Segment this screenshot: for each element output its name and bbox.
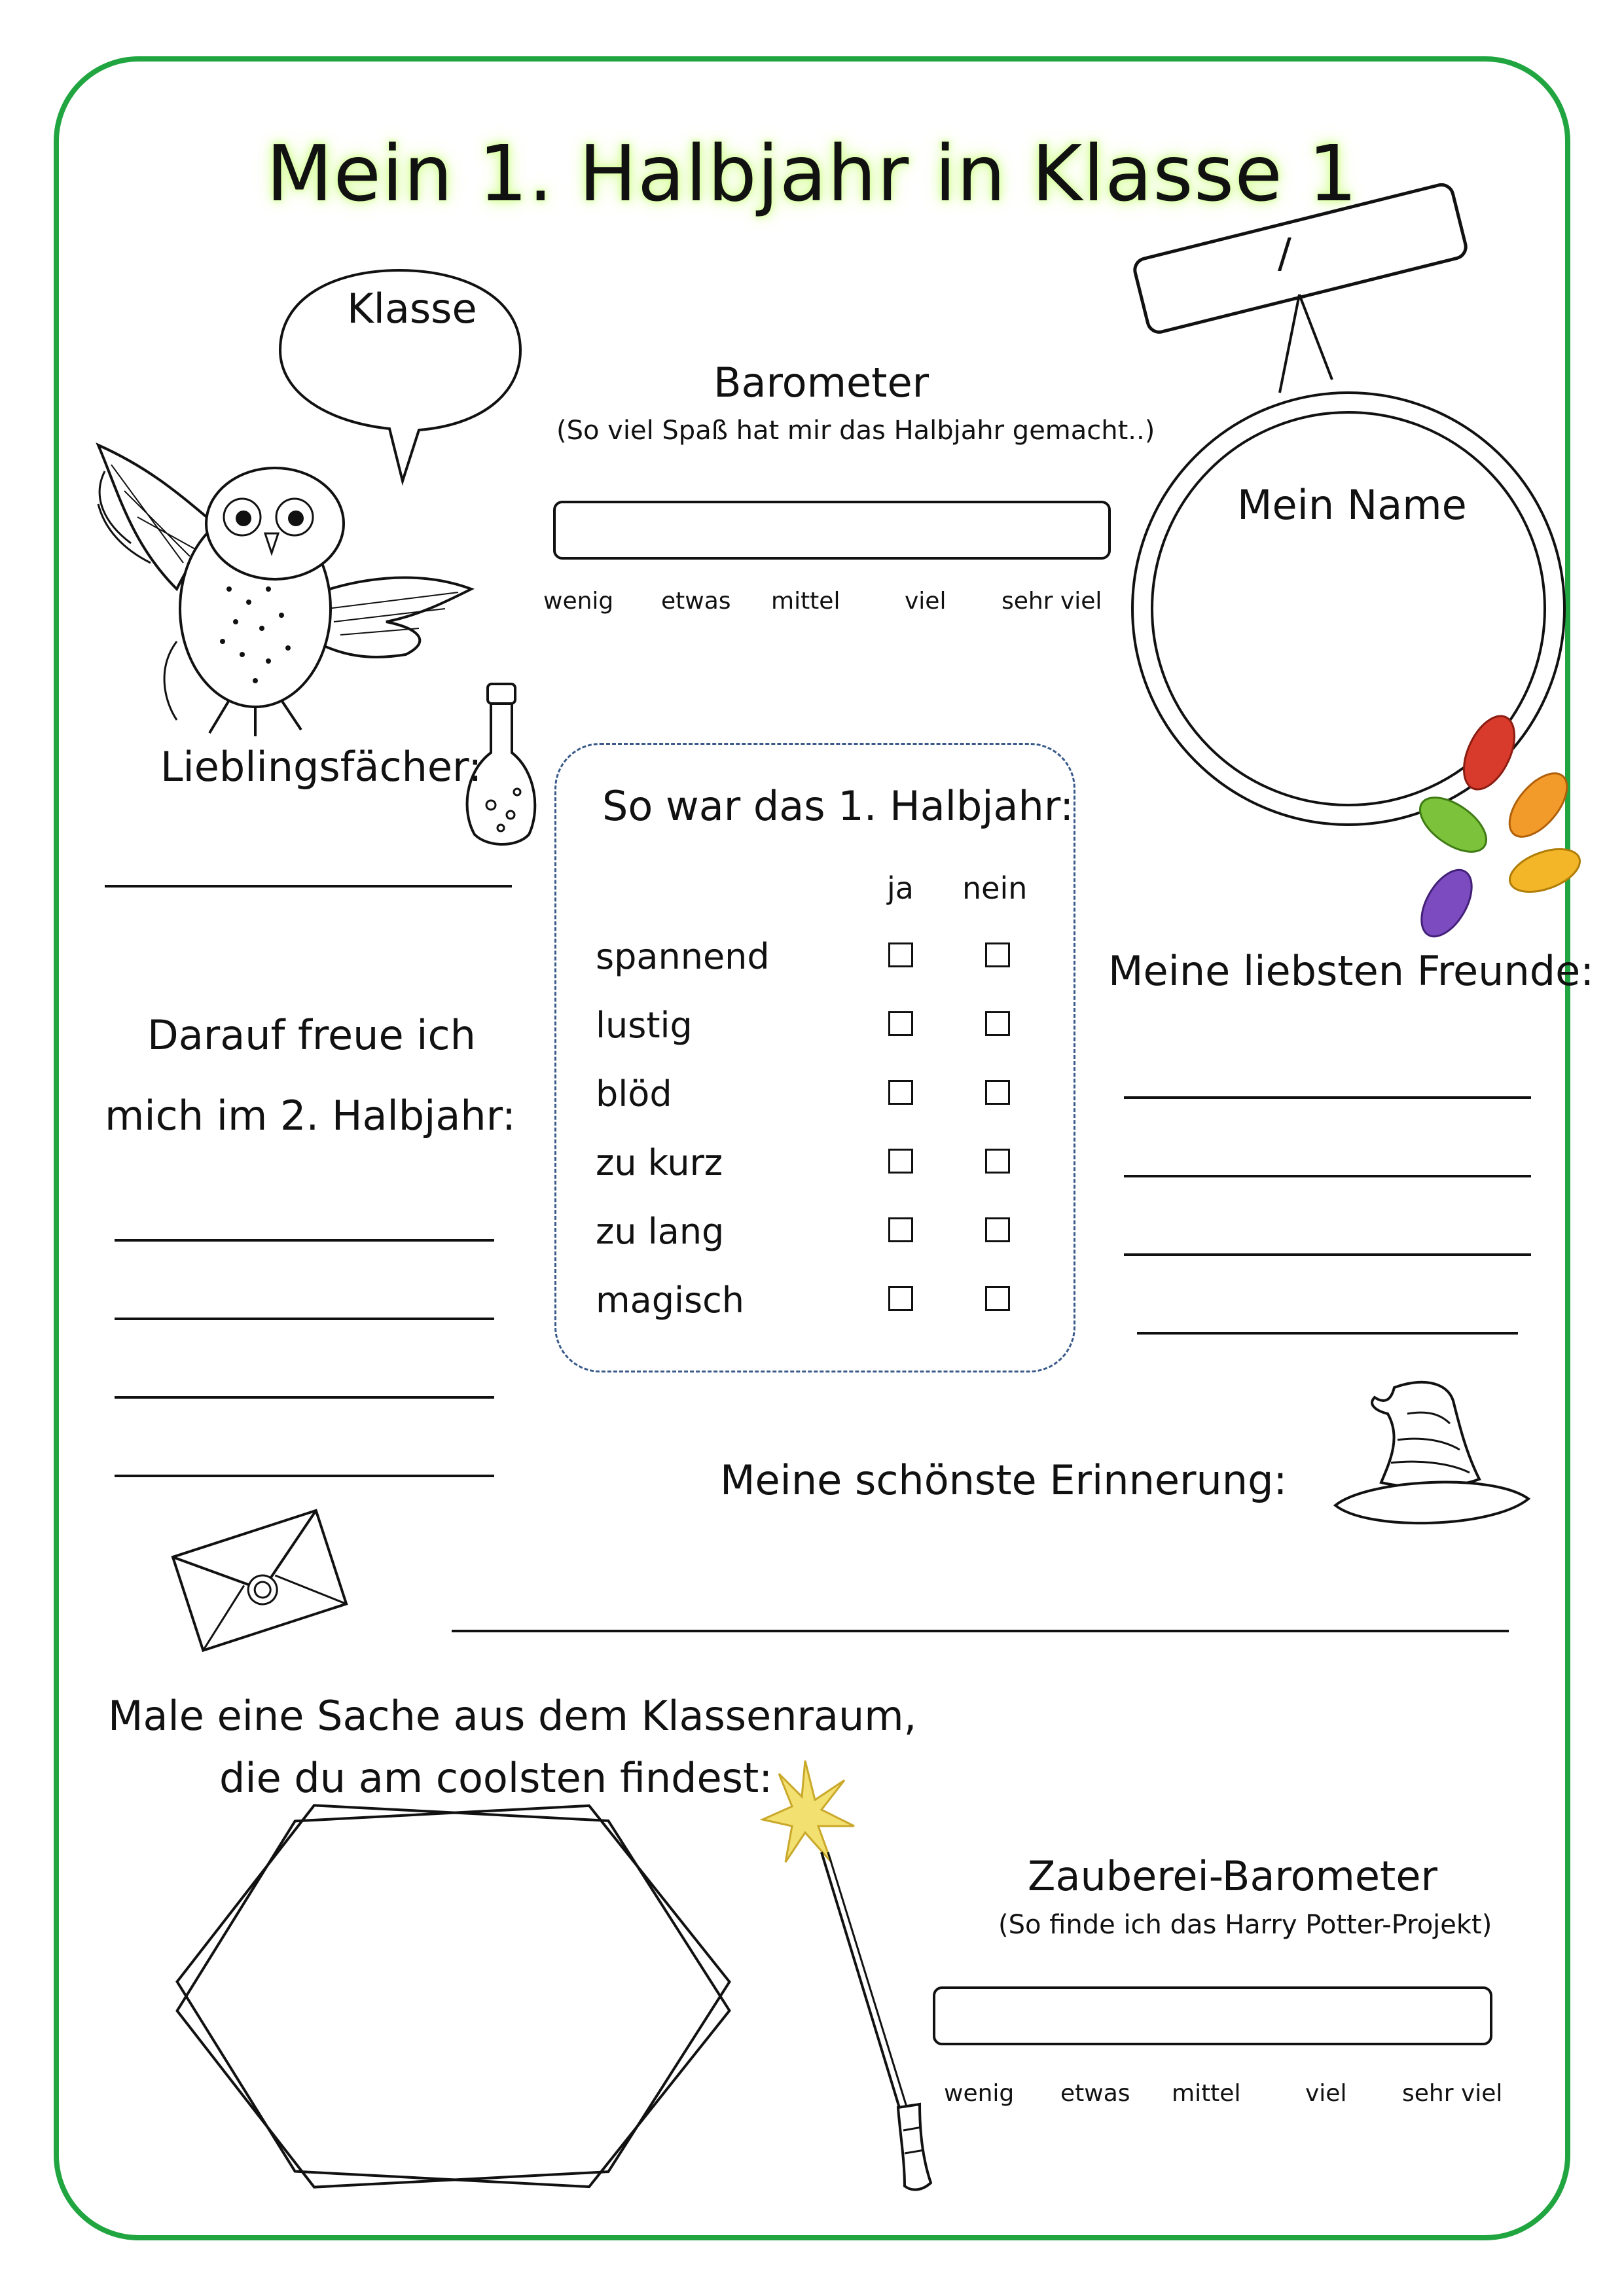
survey-no-checkbox[interactable] bbox=[985, 1286, 1010, 1311]
survey-yes-checkbox[interactable] bbox=[888, 942, 913, 967]
survey-row-label: blöd bbox=[596, 1073, 672, 1115]
barometer-subtitle: (So viel Spaß hat mir das Halbjahr gemacht..) bbox=[556, 416, 1155, 446]
survey-row-label: zu lang bbox=[596, 1211, 725, 1252]
page-title: Mein 1. Halbjahr in Klasse 1 bbox=[266, 128, 1358, 219]
drawing-line2: die du am coolsten findest: bbox=[219, 1754, 773, 1802]
survey-no-checkbox[interactable] bbox=[985, 1080, 1010, 1105]
survey-col-yes: ja bbox=[887, 870, 914, 906]
survey-no-checkbox[interactable] bbox=[985, 942, 1010, 967]
favorites-label: Lieblingsfächer: bbox=[160, 743, 482, 791]
magic-barometer-scale-sehr-viel: sehr viel bbox=[1402, 2080, 1503, 2107]
look-forward-line-3[interactable] bbox=[115, 1396, 494, 1399]
barometer-scale-wenig: wenig bbox=[543, 588, 614, 615]
magic-barometer-bar[interactable] bbox=[933, 1986, 1492, 2045]
memory-line[interactable] bbox=[452, 1630, 1509, 1632]
survey-yes-checkbox[interactable] bbox=[888, 1286, 913, 1311]
magic-wand-icon bbox=[759, 1754, 929, 2212]
look-forward-line2: mich im 2. Halbjahr: bbox=[105, 1092, 516, 1139]
survey-yes-checkbox[interactable] bbox=[888, 1217, 913, 1242]
magic-barometer-scale-wenig: wenig bbox=[944, 2080, 1015, 2107]
magic-barometer-scale-etwas: etwas bbox=[1060, 2080, 1130, 2107]
magic-barometer-title: Zauberei-Barometer bbox=[1028, 1852, 1437, 1900]
jelly-beans-icon bbox=[1407, 713, 1578, 949]
barometer-bar[interactable] bbox=[553, 501, 1111, 560]
class-label: Klasse bbox=[347, 285, 477, 332]
barometer-scale-viel: viel bbox=[905, 588, 947, 615]
friends-line-1[interactable] bbox=[1124, 1096, 1531, 1099]
survey-title: So war das 1. Halbjahr: bbox=[602, 782, 1074, 830]
friends-line-3[interactable] bbox=[1124, 1253, 1531, 1256]
survey-no-checkbox[interactable] bbox=[985, 1217, 1010, 1242]
look-forward-line-2[interactable] bbox=[115, 1318, 494, 1320]
survey-panel bbox=[554, 743, 1075, 1372]
name-label: Mein Name bbox=[1237, 481, 1467, 529]
survey-no-checkbox[interactable] bbox=[985, 1149, 1010, 1174]
friends-label: Meine liebsten Freunde: bbox=[1108, 947, 1595, 995]
survey-yes-checkbox[interactable] bbox=[888, 1149, 913, 1174]
survey-row-label: spannend bbox=[596, 936, 770, 977]
survey-yes-checkbox[interactable] bbox=[888, 1080, 913, 1105]
survey-row-label: zu kurz bbox=[596, 1142, 723, 1183]
name-tag-separator: / bbox=[1278, 229, 1291, 277]
survey-col-no: nein bbox=[962, 870, 1028, 906]
drawing-hexagon[interactable] bbox=[173, 1806, 736, 2186]
survey-row-label: magisch bbox=[596, 1280, 745, 1321]
survey-no-checkbox[interactable] bbox=[985, 1011, 1010, 1036]
magic-barometer-scale-mittel: mittel bbox=[1172, 2080, 1241, 2107]
owl-icon bbox=[79, 393, 484, 740]
magic-barometer-subtitle: (So finde ich das Harry Potter-Projekt) bbox=[998, 1910, 1492, 1940]
magic-barometer-scale-viel: viel bbox=[1305, 2080, 1347, 2107]
look-forward-line1: Darauf freue ich bbox=[147, 1011, 476, 1059]
survey-row-label: lustig bbox=[596, 1005, 693, 1046]
barometer-title: Barometer bbox=[713, 359, 929, 406]
survey-yes-checkbox[interactable] bbox=[888, 1011, 913, 1036]
barometer-scale-etwas: etwas bbox=[661, 588, 731, 615]
letter-envelope-icon bbox=[170, 1499, 347, 1656]
drawing-line1: Male eine Sache aus dem Klassenraum, bbox=[108, 1692, 917, 1740]
barometer-scale-sehr-viel: sehr viel bbox=[1001, 588, 1102, 615]
memory-label: Meine schönste Erinnerung: bbox=[720, 1456, 1288, 1504]
wizard-hat-icon bbox=[1329, 1374, 1532, 1538]
friends-line-4[interactable] bbox=[1137, 1332, 1518, 1335]
friends-line-2[interactable] bbox=[1124, 1175, 1531, 1177]
barometer-scale-mittel: mittel bbox=[771, 588, 840, 615]
look-forward-line-4[interactable] bbox=[115, 1475, 494, 1477]
favorites-line[interactable] bbox=[105, 885, 512, 888]
look-forward-line-1[interactable] bbox=[115, 1239, 494, 1242]
